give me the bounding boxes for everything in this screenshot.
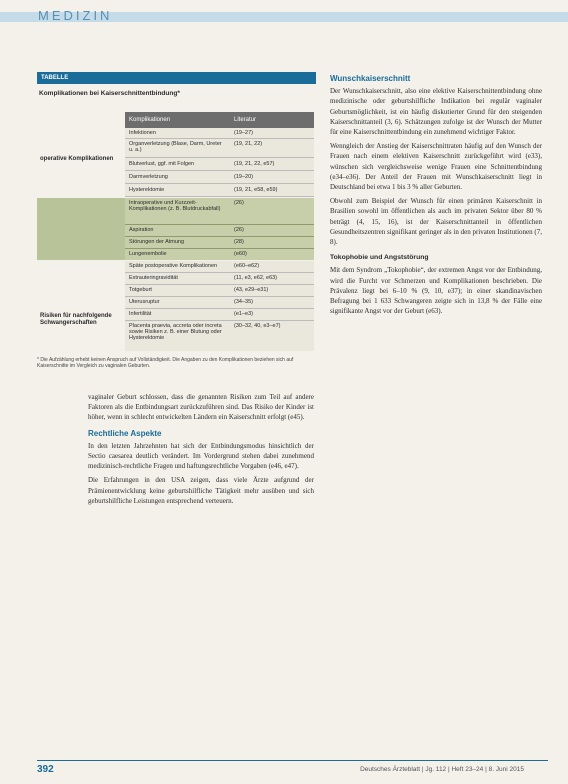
cell-literature: (11, e3, e62, e63) (234, 275, 278, 281)
cell-literature: (30–32, 40, e3–e7) (234, 323, 281, 329)
table-row (125, 321, 314, 351)
paragraph: Mit dem Syndrom „Tokophobie“, der extremen Angst vor der Entbindung, wird die Furcht vor Schmerzen und Komplikationen beschrieben. Die Prävalenz liegt bei 6–10 % (9, 10, e37); in einer skandinavischen Befragung bei 1 633 Schwangeren zeigte sich in 13,8 % der Fälle eine signifikante Angst vor der Geburt (e63). (330, 266, 542, 316)
cell-literature: (e60–e62) (234, 263, 260, 269)
group-future-risks: Risiken für nachfolgende Schwangerschaften (40, 313, 112, 326)
journal-reference: Deutsches Ärzteblatt | Jg. 112 | Heft 23–24 | 8. Juni 2015 (360, 766, 524, 773)
cell-literature: (19–27) (234, 130, 253, 136)
table-row (125, 158, 314, 171)
left-column (88, 392, 314, 757)
heading-legal: Rechtliche Aspekte (88, 428, 162, 438)
cell-literature: (19, 21, 22, e57) (234, 161, 275, 167)
table-row (125, 128, 314, 139)
table-row (125, 139, 314, 158)
cell-complication: Aspiration (129, 227, 154, 233)
cell-complication: Totgeburt (129, 287, 152, 293)
cell-complication: Infertilität (129, 311, 152, 317)
cell-complication: Infektionen (129, 130, 156, 136)
section-title: MEDIZIN (38, 8, 113, 23)
cell-complication: Hysterektomie (129, 187, 165, 193)
cell-complication: Blutverlust, ggf. mit Folgen (129, 161, 195, 167)
paragraph: Wenngleich der Anstieg der Kaiserschnittraten häufig auf den Wunsch der Frauen nach einem elektiven Kaiserschnitt zurückgeführt wird (e33), wünschen sich vergleichsweise wenige Frauen eine Schnittentbindung (e34–e36). Der Anteil der Frauen mit Wunschkaiserschnitt liegt in Deutschland bei etwa 1 bis 3 % aller Geburten. (330, 142, 542, 192)
page-number: 392 (37, 764, 54, 775)
table-title: Komplikationen bei Kaiserschnittentbindung* (39, 90, 180, 97)
table-row (125, 198, 314, 225)
cell-complication: Lungenembolie (129, 251, 167, 257)
cell-literature: (e60) (234, 251, 247, 257)
table-row (125, 184, 314, 197)
cell-complication: Späte postoperative Komplikationen (129, 263, 218, 269)
group-operative: operative Komplikationen (40, 156, 114, 162)
table-row (125, 249, 314, 260)
cell-literature: (e1–e3) (234, 311, 253, 317)
table-row (125, 261, 314, 273)
cell-literature: (34–35) (234, 299, 253, 305)
table-row (125, 237, 314, 249)
page-footer (0, 760, 568, 784)
heading-tokophobia: Tokophobie und Angststörung (330, 254, 429, 262)
col-header-complications: Komplikationen (129, 117, 171, 123)
paragraph: Obwohl zum Beispiel der Wunsch für einen primären Kaiserschnitt in Brasilien sowohl im öffentlichen als auch im privaten Sektor über 80 % beträgt (4, 15, 16), ist der Kaiserschnittanteil in öffentlichen Gesundheitszentren signifikant geringer als in den privaten Institutionen (7, 8). (330, 197, 542, 247)
cell-complication: Uterusruptur (129, 299, 160, 305)
col-header-literature: Literatur (234, 117, 257, 123)
cell-complication: Störungen der Atmung (129, 239, 185, 245)
cell-complication: Organverletzung (Blase, Darm, Ureter u. a.) (129, 141, 222, 153)
table-label: TABELLE (37, 72, 316, 84)
table-row (125, 285, 314, 297)
table-row (125, 297, 314, 309)
paragraph: Die Erfahrungen in den USA zeigen, dass viele Ärzte aufgrund der Prämienentwicklung keine geburtshilfliche Tätigkeit mehr ausüben und sich geburtshilfliche Leistungen entsprechend verteuern. (88, 476, 314, 505)
cell-complication: Darmverletzung (129, 174, 168, 180)
cell-literature: (43, e29–e31) (234, 287, 269, 293)
cell-literature: (28) (234, 239, 244, 245)
cell-literature: (19, 21, e58, e59) (234, 187, 278, 193)
cell-literature: (19–20) (234, 174, 253, 180)
table-row (125, 273, 314, 285)
cell-complication: Intraoperative und Kurzzeit-Komplikationen (z. B. Blutdruckabfall) (129, 200, 221, 212)
cell-complication: Extrauteringravidität (129, 275, 178, 281)
footer-rule (37, 760, 548, 761)
paragraph: vaginaler Geburt schlossen, dass die genannten Risiken zum Teil auf andere Faktoren als die Entbindungsart zurückzuführen sind. Das Risiko der Kinder ist höher, wenn in schlecht entwickelten Ländern ein Kaiserschnitt erfolgt (e45). (88, 393, 314, 422)
paragraph: Der Wunschkaiserschnitt, also eine elektive Kaiserschnittentbindung ohne medizinische oder geburtshilfliche Indikation bei regulär vaginaler Geburtsmöglichkeit, ist ein häufig diskutierter Grund für den steigenden Kaiserschnittanteil (3, 6). Schätzungen zufolge ist der Wunsch der Mutter für eine Kaiserschnittentbindung ein zunehmend wichtiger Faktor. (330, 87, 542, 137)
paragraph: In den letzten Jahrzehnten hat sich der Entbindungsmodus hinsichtlich der Sectio caesarea deutlich verändert. Im Vordergrund stehen dabei zunehmend medizinisch-rechtliche Fragen und haftungsrechtliche Vorgaben (e46, e47). (88, 441, 314, 471)
cell-complication: Placenta praevia, accreta oder increta sowie Risiken z. B. einer Blutung oder Hysterektomie (129, 323, 222, 341)
cell-literature: (26) (234, 200, 244, 206)
cell-literature: (26) (234, 227, 244, 233)
cell-literature: (19, 21, 22) (234, 141, 263, 147)
table-header-row (125, 112, 314, 128)
table-footnote: * Die Aufzählung erhebt keinen Anspruch auf Vollständigkeit. Die Angaben zu den Komplikationen beziehen sich auf Kaiserschnitte im Vergleich zu vaginalen Geburten. (37, 357, 294, 369)
table-row (125, 309, 314, 321)
page-header (0, 0, 568, 40)
table-row (125, 225, 314, 237)
right-column (330, 74, 542, 754)
heading-wish-cesarean: Wunschkaiserschnitt (330, 74, 411, 83)
table-row (125, 171, 314, 184)
